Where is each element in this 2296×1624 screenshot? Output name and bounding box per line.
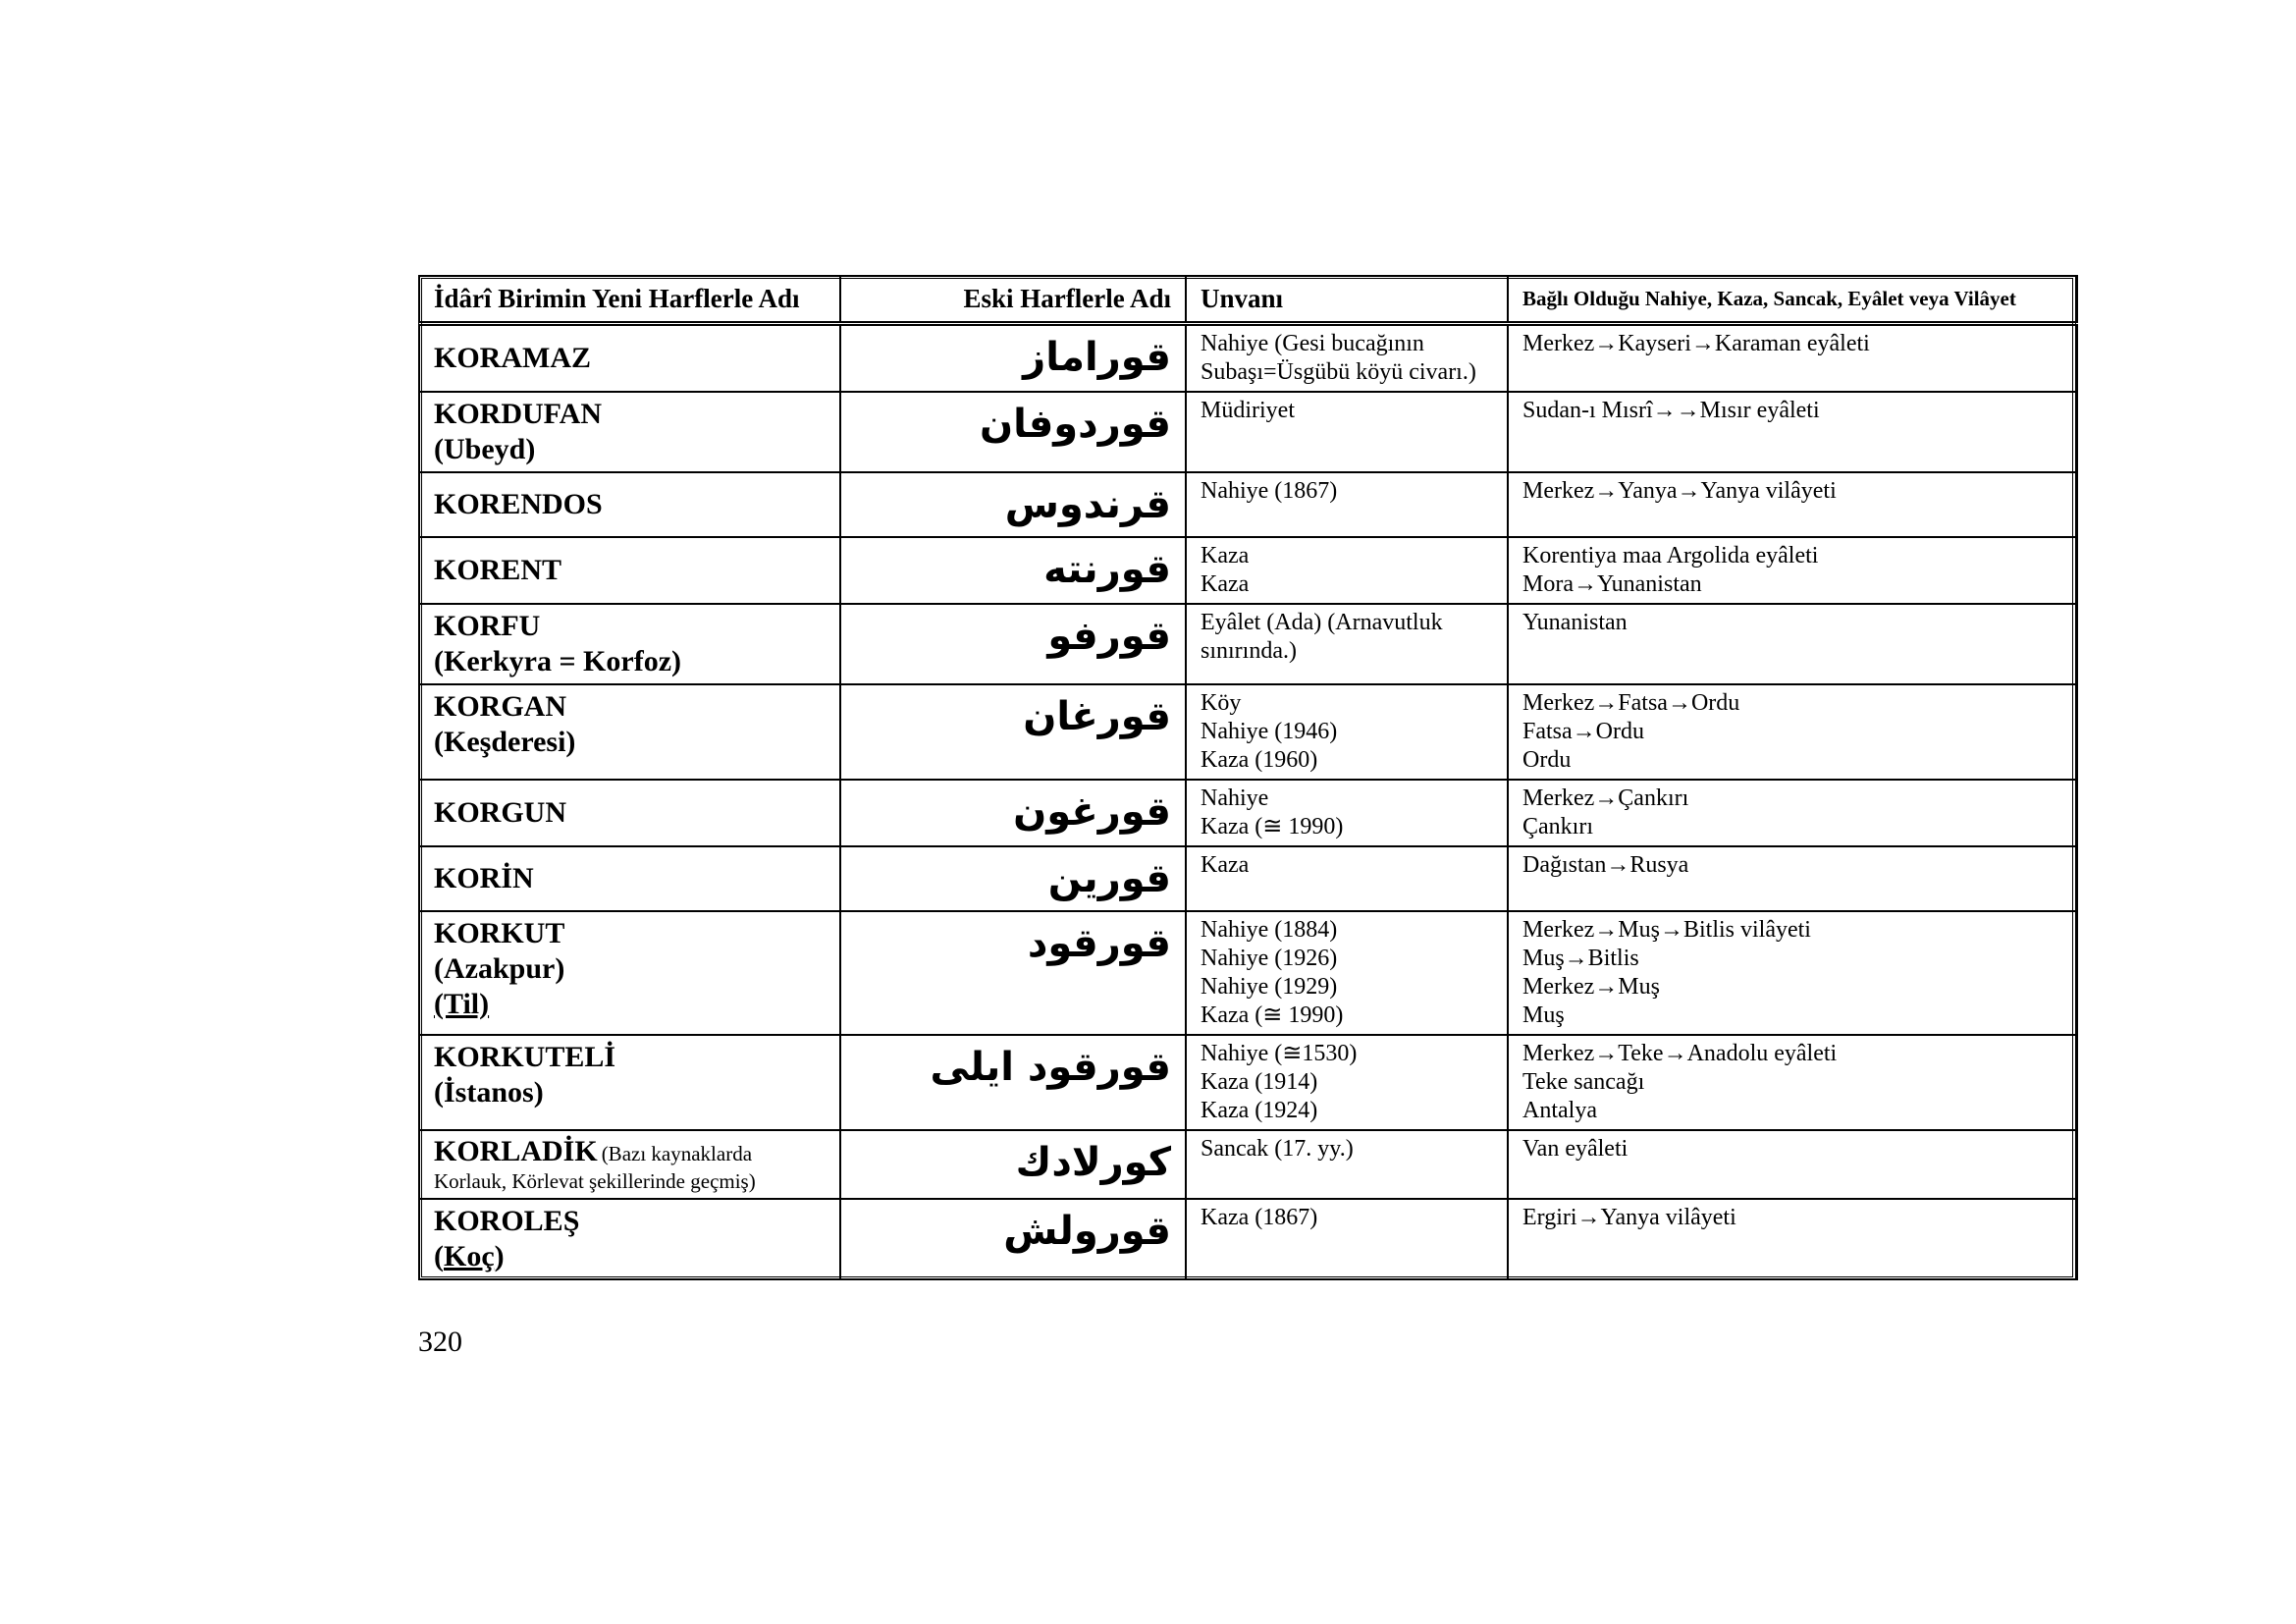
unit-title: Kaza (≅ 1990) [1201, 1002, 1344, 1028]
arabic-name: قورقود ايلى [840, 1035, 1186, 1130]
affiliation: Dağıstan→Rusya [1522, 852, 1689, 878]
arabic-name: قورولش [840, 1199, 1186, 1279]
page-number: 320 [418, 1326, 462, 1358]
arabic-name: قوردوفان [840, 392, 1186, 472]
unit-title: Nahiye (1884) [1201, 917, 1338, 943]
arabic-name: كورلادك [840, 1130, 1186, 1199]
unit-title: Nahiye (1926) [1201, 946, 1338, 971]
unit-note: Korlauk, Körlevat şekillerinde geçmiş) [434, 1169, 756, 1193]
unit-title: Kaza (1867) [1201, 1205, 1318, 1230]
unit-name: KORENT [434, 554, 562, 586]
table-outer-border [418, 275, 2076, 1280]
header-title: Unvanı [1186, 276, 1508, 324]
arabic-name: قرندوس [840, 472, 1186, 537]
arabic-name: قوراماز [840, 324, 1186, 393]
arabic-name: قورفو [840, 604, 1186, 684]
unit-name: KORGUN [434, 796, 566, 829]
unit-title: Kaza (≅ 1990) [1201, 814, 1344, 839]
unit-alt-name: (İstanos) [434, 1076, 544, 1109]
affiliation: Teke sancağı [1522, 1069, 1645, 1095]
affiliation: Fatsa→Ordu [1522, 719, 1644, 744]
affiliation: Çankırı [1522, 814, 1593, 839]
affiliation: Korentiya maa Argolida eyâleti [1522, 543, 1819, 568]
affiliation: Merkez→Muş [1522, 974, 1660, 1000]
affiliation: Merkez→Çankırı [1522, 785, 1689, 811]
unit-title: Nahiye [1201, 785, 1269, 811]
unit-title: Sancak (17. yy.) [1201, 1136, 1354, 1162]
unit-name: KORGAN [434, 690, 566, 723]
affiliation: Muş [1522, 1002, 1565, 1028]
unit-name: KORİN [434, 862, 534, 894]
affiliation: Muş→Bitlis [1522, 946, 1639, 971]
arabic-name: قورين [840, 846, 1186, 911]
affiliation: Yunanistan [1522, 610, 1628, 635]
unit-alt-name: (Keşderesi) [434, 726, 576, 758]
arabic-name: قورغان [840, 684, 1186, 780]
affiliation: Ergiri→Yanya vilâyeti [1522, 1205, 1736, 1230]
affiliation: Merkez→Kayseri→Karaman eyâleti [1522, 331, 1870, 356]
unit-title: Nahiye (1867) [1201, 478, 1338, 504]
unit-note: (Bazı kaynaklarda [601, 1142, 753, 1165]
arabic-name: قورغون [840, 780, 1186, 846]
unit-name: KORENDOS [434, 488, 603, 520]
unit-title: Kaza [1201, 571, 1250, 597]
affiliation: Sudan-ı Mısrî→→Mısır eyâleti [1522, 398, 1820, 423]
affiliation: Merkez→Fatsa→Ordu [1522, 690, 1740, 716]
unit-title: Kaza [1201, 543, 1250, 568]
header-old-name: Eski Harflerle Adı [840, 276, 1186, 324]
unit-alt-name: (Koç) [434, 1240, 505, 1272]
affiliation: Ordu [1522, 747, 1572, 773]
unit-name: KORAMAZ [434, 342, 591, 374]
unit-alt-name: (Azakpur) [434, 952, 565, 985]
arabic-name: قورنته [840, 537, 1186, 604]
unit-title: sınırında.) [1201, 638, 1297, 664]
unit-alt-name: (Til) [434, 988, 490, 1020]
unit-title: Nahiye (≅1530) [1201, 1041, 1358, 1066]
unit-name: KORKUTELİ [434, 1041, 616, 1073]
unit-title: Müdiriyet [1201, 398, 1295, 423]
unit-alt-name: (Ubeyd) [434, 433, 536, 465]
unit-title: Nahiye (1929) [1201, 974, 1338, 1000]
affiliation: Antalya [1522, 1098, 1597, 1123]
unit-alt-name-underlined: Koç [444, 1240, 495, 1272]
header-affiliation: Bağlı Olduğu Nahiye, Kaza, Sancak, Eyâlet veya Vilâyet [1508, 276, 2077, 324]
unit-title: Nahiye (Gesi bucağının [1201, 331, 1424, 356]
affiliation: Van eyâleti [1522, 1136, 1629, 1162]
unit-alt-name: (Kerkyra = Korfoz) [434, 645, 681, 677]
affiliation: Merkez→Teke→Anadolu eyâleti [1522, 1041, 1838, 1066]
unit-title: Kaza (1914) [1201, 1069, 1318, 1095]
unit-name: KOROLEŞ [434, 1205, 580, 1237]
unit-title: Nahiye (1946) [1201, 719, 1338, 744]
unit-name: KORDUFAN [434, 398, 603, 430]
affiliation: Mora→Yunanistan [1522, 571, 1702, 597]
unit-title: Kaza [1201, 852, 1250, 878]
unit-name: KORFU [434, 610, 541, 642]
unit-name: KORLADİK [434, 1135, 598, 1167]
unit-title: Eyâlet (Ada) (Arnavutluk [1201, 610, 1443, 635]
unit-name: KORKUT [434, 917, 565, 949]
affiliation: Merkez→Yanya→Yanya vilâyeti [1522, 478, 1837, 504]
unit-title: Subaşı=Üsgübü köyü civarı.) [1201, 359, 1476, 385]
unit-title: Köy [1201, 690, 1242, 716]
header-new-name: İdârî Birimin Yeni Harflerle Adı [419, 276, 840, 324]
arabic-name: قورقود [840, 911, 1186, 1035]
affiliation: Merkez→Muş→Bitlis vilâyeti [1522, 917, 1811, 943]
unit-title: Kaza (1924) [1201, 1098, 1318, 1123]
unit-title: Kaza (1960) [1201, 747, 1318, 773]
